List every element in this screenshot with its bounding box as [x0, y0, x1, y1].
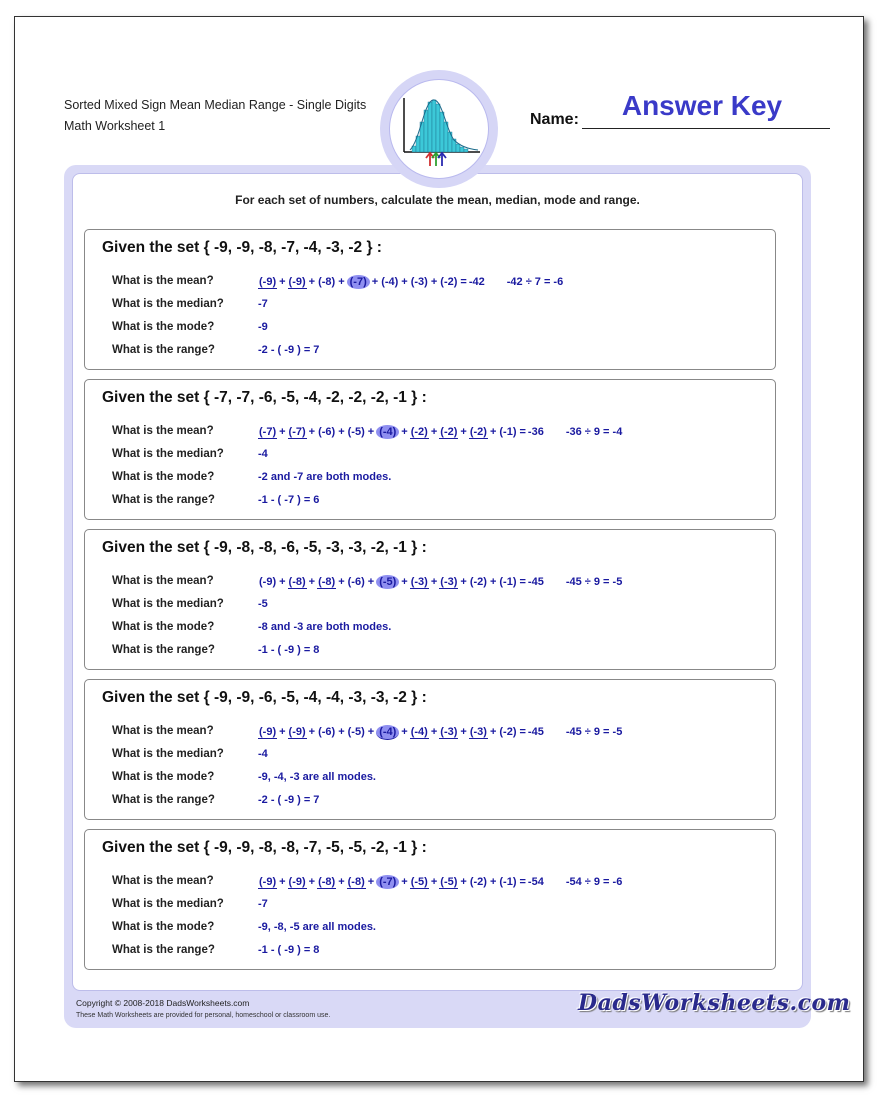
mode-row	[112, 771, 762, 789]
plus-sign: +	[338, 426, 345, 438]
problem-title: Given the set { -9, -9, -8, -7, -4, -3, -2 } :	[102, 239, 382, 256]
median-question: What is the median?	[112, 748, 224, 760]
histogram-bell-curve-icon	[390, 80, 489, 179]
mean-question: What is the mean?	[112, 725, 214, 737]
plus-sign: +	[308, 876, 316, 888]
sum-term: (-5)	[347, 726, 365, 738]
equals-sign: =	[519, 876, 526, 888]
range-row	[112, 344, 762, 362]
plus-sign: +	[430, 876, 438, 888]
mean-work	[258, 575, 622, 589]
median-question: What is the median?	[112, 448, 224, 460]
mode-row	[112, 471, 762, 489]
mean-division: -45 ÷ 9 = -5	[565, 576, 623, 588]
median-answer: -5	[258, 598, 268, 610]
median-term: (-4)	[376, 425, 399, 439]
mode-answer: -9, -8, -5 are all modes.	[258, 921, 376, 933]
sum-term: (-6)	[318, 426, 336, 438]
answer-key-heading: Answer Key	[621, 90, 783, 121]
mean-row	[112, 425, 762, 443]
mean-work	[258, 875, 622, 889]
sum-value: -42	[468, 276, 485, 288]
plus-sign: +	[401, 576, 408, 588]
plus-sign: +	[338, 726, 345, 738]
mode-term: (-2)	[410, 426, 428, 438]
median-question: What is the median?	[112, 898, 224, 910]
mean-row	[112, 275, 762, 293]
mean-division: -42 ÷ 7 = -6	[506, 276, 564, 288]
copyright-text: Copyright © 2008-2018 DadsWorksheets.com	[76, 998, 250, 1008]
range-question: What is the range?	[112, 794, 215, 806]
plus-sign: +	[279, 726, 286, 738]
plus-sign: +	[401, 876, 408, 888]
name-line	[582, 128, 830, 129]
plus-sign: +	[338, 576, 345, 588]
sum-value: -45	[527, 726, 544, 738]
sum-term: (-3)	[410, 276, 428, 288]
plus-sign: +	[367, 726, 375, 738]
range-row	[112, 644, 762, 662]
mode-term: (-9)	[259, 726, 277, 738]
sum-term: (-1)	[499, 576, 517, 588]
plus-sign: +	[279, 426, 286, 438]
problem-card	[84, 829, 776, 970]
plus-sign: +	[460, 426, 467, 438]
mode-term: (-8)	[288, 576, 306, 588]
brand-logo: DadsWorksheets.com	[578, 990, 851, 1016]
problem-title: Given the set { -7, -7, -6, -5, -4, -2, -2, -2, -1 } :	[102, 389, 427, 406]
sum-term: (-6)	[318, 726, 336, 738]
mode-term: (-9)	[259, 876, 277, 888]
plus-sign: +	[401, 426, 408, 438]
mode-term: (-4)	[410, 726, 428, 738]
mode-answer: -2 and -7 are both modes.	[258, 471, 392, 483]
plus-sign: +	[371, 276, 379, 288]
median-answer: -7	[258, 898, 268, 910]
plus-sign: +	[460, 726, 467, 738]
mode-answer: -8 and -3 are both modes.	[258, 621, 392, 633]
range-answer: -2 - ( -9 ) = 7	[258, 344, 320, 356]
plus-sign: +	[367, 426, 375, 438]
range-question: What is the range?	[112, 644, 215, 656]
median-answer: -7	[258, 298, 268, 310]
sum-value: -54	[527, 876, 544, 888]
plus-sign: +	[430, 726, 438, 738]
median-row	[112, 598, 762, 616]
sum-term: (-2)	[440, 276, 458, 288]
plus-sign: +	[308, 726, 316, 738]
median-row	[112, 748, 762, 766]
problem-card	[84, 229, 776, 370]
mode-term: (-5)	[410, 876, 428, 888]
sum-term: (-2)	[469, 576, 487, 588]
mode-question: What is the mode?	[112, 471, 215, 483]
equals-sign: =	[460, 276, 467, 288]
sum-term: (-6)	[347, 576, 365, 588]
mode-row	[112, 321, 762, 339]
mode-term: (-3)	[410, 576, 428, 588]
mode-term: (-9)	[288, 276, 306, 288]
mean-question: What is the mean?	[112, 425, 214, 437]
problem-title: Given the set { -9, -9, -6, -5, -4, -4, -3, -3, -2 } :	[102, 689, 427, 706]
plus-sign: +	[460, 876, 467, 888]
mode-question: What is the mode?	[112, 321, 215, 333]
mode-question: What is the mode?	[112, 771, 215, 783]
plus-sign: +	[338, 876, 345, 888]
median-answer: -4	[258, 748, 268, 760]
mean-question: What is the mean?	[112, 875, 214, 887]
mean-work	[258, 275, 563, 289]
mode-term: (-9)	[288, 876, 306, 888]
sum-term: (-9)	[259, 576, 277, 588]
mode-term: (-3)	[469, 726, 487, 738]
mode-answer: -9, -4, -3 are all modes.	[258, 771, 376, 783]
mean-division: -45 ÷ 9 = -5	[565, 726, 623, 738]
median-row	[112, 898, 762, 916]
range-answer: -2 - ( -9 ) = 7	[258, 794, 320, 806]
mean-row	[112, 725, 762, 743]
sum-value: -45	[527, 576, 544, 588]
plus-sign: +	[308, 576, 316, 588]
mean-question: What is the mean?	[112, 275, 214, 287]
equals-sign: =	[519, 576, 526, 588]
worksheet-subtitle: Math Worksheet 1	[64, 119, 166, 133]
sum-value: -36	[527, 426, 544, 438]
problem-card	[84, 529, 776, 670]
sum-term: (-1)	[499, 876, 517, 888]
median-term: (-7)	[376, 875, 399, 889]
mode-term: (-8)	[318, 876, 336, 888]
mode-question: What is the mode?	[112, 921, 215, 933]
plus-sign: +	[489, 726, 497, 738]
mode-term: (-8)	[318, 576, 336, 588]
equals-sign: =	[519, 426, 526, 438]
plus-sign: +	[430, 276, 438, 288]
logo-badge	[380, 70, 498, 188]
mode-term: (-9)	[259, 276, 277, 288]
mode-term: (-7)	[259, 426, 277, 438]
sum-term: (-1)	[499, 426, 517, 438]
range-question: What is the range?	[112, 944, 215, 956]
sum-term: (-2)	[469, 876, 487, 888]
name-label: Name:	[530, 111, 579, 128]
median-term: (-5)	[376, 575, 399, 589]
worksheet-title: Sorted Mixed Sign Mean Median Range - Single Digits	[64, 98, 367, 112]
plus-sign: +	[430, 576, 438, 588]
problem-title: Given the set { -9, -9, -8, -8, -7, -5, -5, -2, -1 } :	[102, 839, 427, 856]
plus-sign: +	[401, 726, 408, 738]
plus-sign: +	[338, 276, 345, 288]
range-answer: -1 - ( -7 ) = 6	[258, 494, 320, 506]
mode-term: (-5)	[440, 876, 458, 888]
median-row	[112, 448, 762, 466]
mean-row	[112, 875, 762, 893]
problem-card	[84, 379, 776, 520]
mode-term: (-2)	[469, 426, 487, 438]
sum-term: (-5)	[347, 426, 365, 438]
usage-notice: These Math Worksheets are provided for personal, homeschool or classroom use.	[76, 1012, 331, 1019]
mean-work	[258, 725, 622, 740]
plus-sign: +	[489, 576, 497, 588]
plus-sign: +	[460, 576, 467, 588]
median-row	[112, 298, 762, 316]
range-row	[112, 494, 762, 512]
mode-term: (-7)	[288, 426, 306, 438]
plus-sign: +	[279, 576, 286, 588]
mean-work	[258, 425, 622, 439]
sum-term: (-8)	[318, 276, 336, 288]
mode-question: What is the mode?	[112, 621, 215, 633]
plus-sign: +	[367, 576, 375, 588]
problem-card	[84, 679, 776, 820]
plus-sign: +	[367, 876, 375, 888]
range-row	[112, 944, 762, 962]
mean-division: -36 ÷ 9 = -4	[565, 426, 623, 438]
range-question: What is the range?	[112, 344, 215, 356]
mode-row	[112, 921, 762, 939]
plus-sign: +	[430, 426, 438, 438]
range-question: What is the range?	[112, 494, 215, 506]
median-term: (-4)	[376, 725, 399, 740]
equals-sign: =	[519, 726, 526, 738]
mean-row	[112, 575, 762, 593]
plus-sign: +	[489, 876, 497, 888]
plus-sign: +	[489, 426, 497, 438]
plus-sign: +	[308, 276, 316, 288]
instructions: For each set of numbers, calculate the mean, median, mode and range.	[235, 193, 640, 207]
median-question: What is the median?	[112, 298, 224, 310]
mean-division: -54 ÷ 9 = -6	[565, 876, 623, 888]
range-row	[112, 794, 762, 812]
mean-question: What is the mean?	[112, 575, 214, 587]
plus-sign: +	[279, 276, 286, 288]
range-answer: -1 - ( -9 ) = 8	[258, 644, 320, 656]
mode-term: (-8)	[347, 876, 365, 888]
sum-term: (-2)	[499, 726, 517, 738]
mode-answer: -9	[258, 321, 268, 333]
mode-term: (-3)	[440, 576, 458, 588]
mode-term: (-3)	[440, 726, 458, 738]
median-answer: -4	[258, 448, 268, 460]
range-answer: -1 - ( -9 ) = 8	[258, 944, 320, 956]
mode-term: (-9)	[288, 726, 306, 738]
median-term: (-7)	[347, 275, 370, 289]
plus-sign: +	[308, 426, 316, 438]
problem-title: Given the set { -9, -8, -8, -6, -5, -3, -3, -2, -1 } :	[102, 539, 427, 556]
plus-sign: +	[279, 876, 286, 888]
plus-sign: +	[401, 276, 408, 288]
median-question: What is the median?	[112, 598, 224, 610]
mode-row	[112, 621, 762, 639]
sum-term: (-4)	[381, 276, 399, 288]
mode-term: (-2)	[440, 426, 458, 438]
